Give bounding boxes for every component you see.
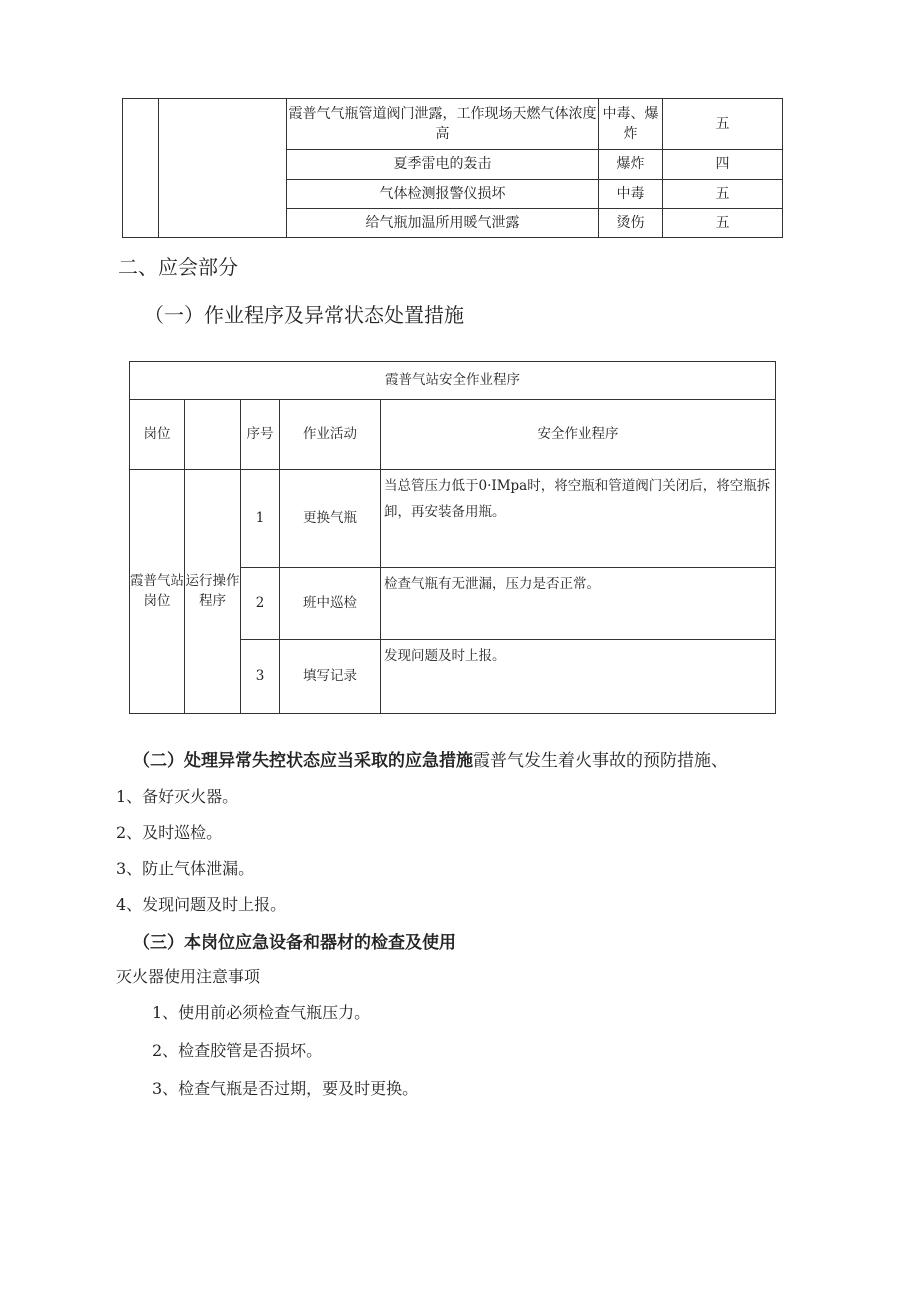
consequence-cell: 烫伤 [599,209,663,238]
section-title: 二、应会部分 [118,255,238,279]
table-row [130,470,776,568]
table-header-row [130,400,776,470]
hazard-cell: 霞普气气瓶管道阀门泄露，工作现场天燃气体浓度高 [287,99,599,150]
list-item: 2、及时巡检。 [116,823,223,842]
activity-cell: 填写记录 [280,640,381,714]
hazard-cell: 给气瓶加温所用暖气泄露 [287,209,599,238]
hazard-cell: 气体检测报警仪损坏 [287,180,599,209]
risk-col-a-cell [123,99,159,238]
procedure-cell: 当总管压力低于0·IMpa时，将空瓶和管道阀门关闭后，将空瓶拆卸，再安装备用瓶。 [381,470,776,568]
procedure-cell: 检查气瓶有无泄漏，压力是否正常。 [381,568,776,640]
seq-cell: 3 [241,640,280,714]
subsection-3-subtitle: 灭火器使用注意事项 [116,967,261,986]
subsection-2-line [133,746,728,771]
list-item: 1、使用前必须检查气瓶压力。 [152,1003,371,1022]
list-item: 2、检查胶管是否损坏。 [152,1041,323,1060]
activity-cell: 班中巡检 [280,568,381,640]
consequence-cell: 中毒、爆炸 [599,99,663,150]
header-seq: 序号 [241,400,280,470]
consequence-cell: 爆炸 [599,150,663,180]
list-item: 4、发现问题及时上报。 [116,895,287,914]
activity-cell: 更换气瓶 [280,470,381,568]
procedure-table [129,361,776,714]
risk-level-cell: 五 [663,209,783,238]
subsection-3-title: （三）本岗位应急设备和器材的检查及使用 [133,933,456,953]
risk-level-cell: 四 [663,150,783,180]
risk-level-cell: 五 [663,99,783,150]
header-blank [185,400,241,470]
risk-col-b-cell [159,99,287,238]
risk-level-cell: 五 [663,180,783,209]
procedure-table-title: 霞普气站安全作业程序 [130,362,776,400]
list-item: 1、备好灭火器。 [116,787,239,806]
header-activity: 作业活动 [280,400,381,470]
subsection-2-tail: 霞普气发生着火事故的预防措施、 [473,751,728,771]
consequence-cell: 中毒 [599,180,663,209]
program-cell: 运行操作程序 [185,470,241,714]
subsection-title: （一）作业程序及异常状态处置措施 [144,303,464,327]
post-cell: 霞普气站岗位 [130,470,185,714]
procedure-cell: 发现问题及时上报。 [381,640,776,714]
table-row [123,99,783,150]
seq-cell: 2 [241,568,280,640]
risk-table [122,98,783,238]
header-post: 岗位 [130,400,185,470]
subsection-2-title: （二）处理异常失控状态应当采取的应急措施 [133,751,473,771]
hazard-cell: 夏季雷电的轰击 [287,150,599,180]
seq-cell: 1 [241,470,280,568]
list-item: 3、检查气瓶是否过期，要及时更换。 [152,1079,419,1098]
list-item: 3、防止气体泄漏。 [116,859,255,878]
table-row [130,362,776,400]
header-procedure: 安全作业程序 [381,400,776,470]
